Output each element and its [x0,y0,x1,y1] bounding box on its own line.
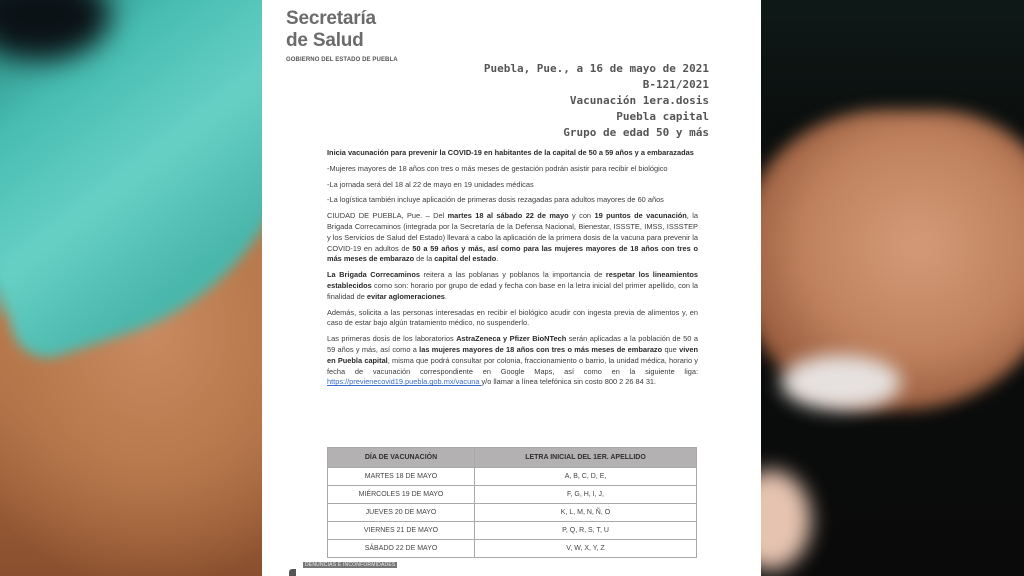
emphasis: capital del estado [434,254,497,264]
location: Puebla capital [616,110,709,123]
emphasis: martes 18 al sábado 22 de mayo [447,211,569,221]
age-group: Grupo de edad 50 y más [563,126,709,139]
text: CIUDAD DE PUEBLA, Pue. – Del [327,211,448,221]
emphasis: La Brigada Correcaminos [327,270,420,280]
paragraph-vaccines [327,334,698,388]
background-photo-right [761,0,1024,576]
org-name-line1: Secretaría [286,8,376,29]
column-header-day: DÍA DE VACUNACIÓN [328,448,475,468]
org-subtitle: GOBIERNO DEL ESTADO DE PUEBLA [286,57,398,63]
cell-day: MARTES 18 DE MAYO [328,468,475,486]
text: de la [414,254,435,264]
cell-day: JUEVES 20 DE MAYO [328,504,475,522]
emphasis: 50 a 59 años y más, así como para las mujeres mayores de 18 años con tres o más meses de embarazo [327,243,699,264]
bulletin-number: B-121/2021 [642,78,709,91]
topic: Vacunación 1era.dosis [569,94,709,107]
cell-letters: K, L, M, N, Ñ, O [475,504,697,522]
press-release-document [262,0,761,576]
paragraph-announcement [327,211,698,265]
table-row [328,486,697,504]
paragraph-guidelines [327,270,698,302]
emphasis: viven en Puebla capital [327,344,698,365]
text: serán aplicadas a la población de 50 a 59 años y más, así como a [327,334,698,354]
org-name-line2: de Salud [286,30,364,51]
bullet-item: -Mujeres mayores de 18 años con tres o más meses de gestación podrán asistir para recibir el biológico [327,163,668,173]
blurred-cotton [781,355,901,410]
bullet-item: -La jornada será del 18 al 22 de mayo en 19 unidades médicas [327,179,534,189]
text: y/o llamar a línea telefónica sin costo 800 2 26 84 31. [481,377,657,387]
background-photo-left [0,0,262,576]
headline: Inicia vacunación para prevenir la COVID-19 en habitantes de la capital de 50 a 59 años y a embarazadas [327,148,694,157]
phone-icon [289,569,296,576]
table-header-row [328,448,697,468]
document-meta [484,61,709,141]
table-row [328,468,697,486]
document-body [327,148,698,393]
org-logo [286,8,376,52]
text: y con [568,211,595,221]
cell-letters: P, Q, R, S, T, U [475,522,697,540]
emphasis: las mujeres mayores de 18 años con tres o más meses de embarazo [419,344,663,354]
emphasis: 19 puntos de vacunación [594,211,687,221]
emphasis: evitar aglomeraciones [366,291,445,301]
text: . [444,291,447,301]
table-row [328,522,697,540]
table-row [328,504,697,522]
cell-day: MIÉRCOLES 19 DE MAYO [328,486,475,504]
emphasis: respetar los lineamientos establecidos [327,270,698,290]
cell-letters: A, B, C, D, E, [475,468,697,486]
paragraph-recommendations: Además, solicita a las personas interesadas en recibir el biológico acudir con ingesta previa de alimentos y, en caso de estar bajo algún tratamiento médico, no suspenderlo. [327,307,698,328]
text: reitera a las poblanas y poblanos la importancia de [419,270,606,280]
vaccine-info-link[interactable]: https://previenecovid19.puebla.gob.mx/vacuna [327,377,482,387]
text: , la Brigada Correcaminos (integrada por la Secretaría de la Defensa Nacional, Bienestar, ISSSTE, IMSS, ISSSTEP y los Servicios de Salud del Estado) llevará a cabo la aplicación de la primera dosis de la vacuna para prevenir la COVID-19 en adultos de [327,211,698,253]
text: Las primeras dosis de los laboratorios [327,334,457,344]
emphasis: AstraZeneca y Pfizer BioNTech [456,334,567,344]
text: , misma que podrá consultar por colonia, fraccionamiento o barrio, la unidad médica, horario y fecha de vacunación correspondiente en Google Maps, así como en la siguiente liga: [327,355,698,376]
hotline-label: DENUNCIAS E INCONFORMIDADES [305,562,396,568]
table-row [328,540,697,558]
place-date: Puebla, Pue., a 16 de mayo de 2021 [483,62,709,75]
vaccination-schedule-table [327,447,697,558]
text: . [496,254,499,264]
cell-letters: V, W, X, Y, Z [475,540,697,558]
blurred-skin [761,470,811,570]
text: que [662,344,680,354]
text: como son: horario por grupo de edad y fecha con base en la letra inicial del primer apellido, con la finalidad de [327,280,698,301]
column-header-letters: LETRA INICIAL DEL 1ER. APELLIDO [475,448,697,468]
cell-day: SÁBADO 22 DE MAYO [328,540,475,558]
cell-letters: F, G, H, I, J, [475,486,697,504]
cell-day: VIERNES 21 DE MAYO [328,522,475,540]
bullet-item: -La logística también incluye aplicación de primeras dosis rezagadas para adultos mayores de 60 años [327,195,664,205]
